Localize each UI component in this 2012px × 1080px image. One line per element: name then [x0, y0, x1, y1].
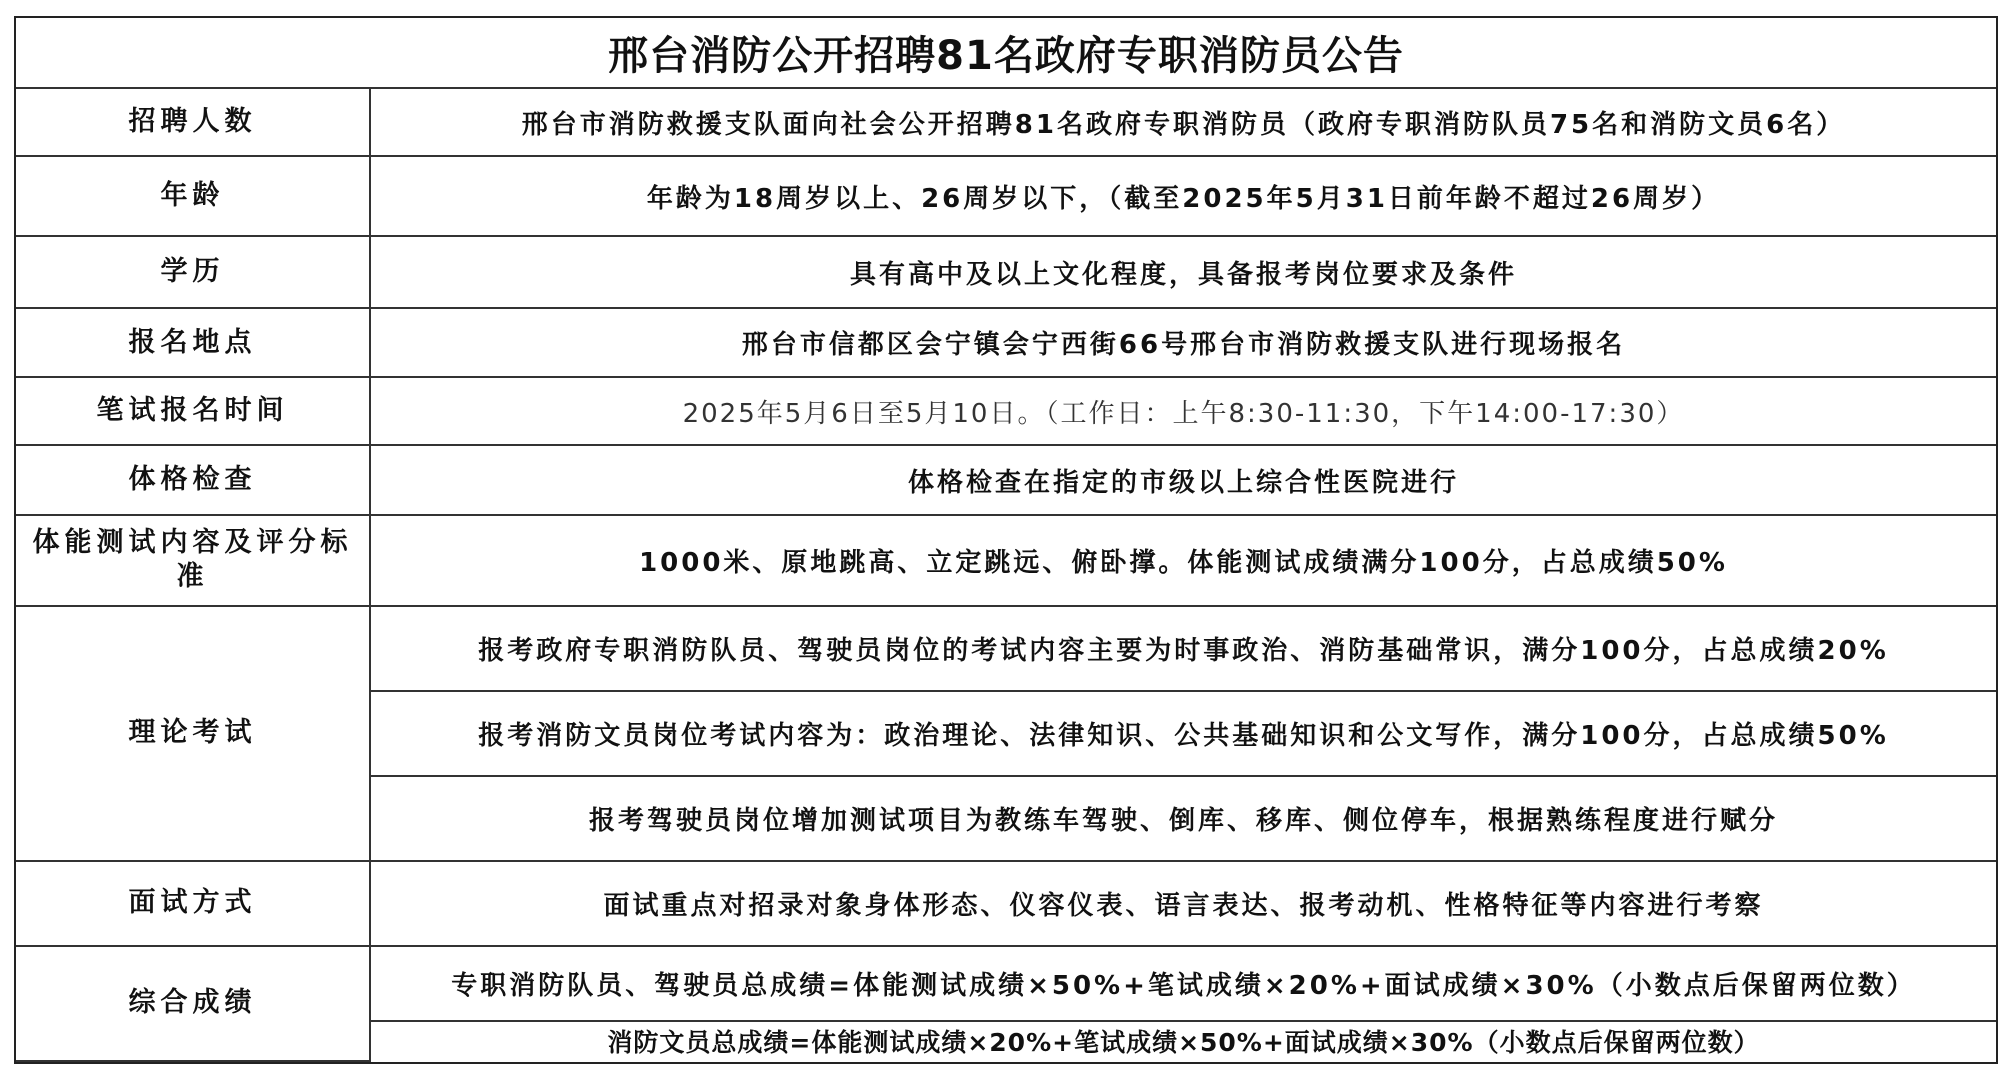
row-value-exam-time: 2025年5月6日至5月10日。（工作日：上午8:30-11:30，下午14:00-17:30） — [370, 377, 1996, 445]
table-row — [16, 946, 1996, 1021]
announcement-table — [14, 16, 1998, 1064]
row-label-interview: 面试方式 — [16, 861, 370, 946]
page-title: 邢台消防公开招聘81名政府专职消防员公告 — [16, 18, 1996, 88]
row-value-interview: 面试重点对招录对象身体形态、仪容仪表、语言表达、报考动机、性格特征等内容进行考察 — [370, 861, 1996, 946]
row-label-theory: 理论考试 — [16, 606, 370, 861]
row-value-location: 邢台市信都区会宁镇会宁西街66号邢台市消防救援支队进行现场报名 — [370, 308, 1996, 377]
row-value-total-1: 专职消防队员、驾驶员总成绩=体能测试成绩×50%+笔试成绩×20%+面试成绩×30%（小数点后保留两位数） — [370, 946, 1996, 1021]
row-value-physical-exam: 体格检查在指定的市级以上综合性医院进行 — [370, 445, 1996, 515]
table-row — [16, 606, 1996, 691]
row-label-total: 综合成绩 — [16, 946, 370, 1061]
row-value-fitness: 1000米、原地跳高、立定跳远、俯卧撑。体能测试成绩满分100分，占总成绩50% — [370, 515, 1996, 605]
table-row — [16, 445, 1996, 515]
row-label-education: 学历 — [16, 236, 370, 308]
title-row — [16, 18, 1996, 88]
table-row — [16, 156, 1996, 236]
row-label-location: 报名地点 — [16, 308, 370, 377]
row-value-theory-3: 报考驾驶员岗位增加测试项目为教练车驾驶、倒库、移库、侧位停车，根据熟练程度进行赋分 — [370, 776, 1996, 861]
row-value-education: 具有高中及以上文化程度，具备报考岗位要求及条件 — [370, 236, 1996, 308]
table-row — [16, 515, 1996, 605]
table-row — [16, 308, 1996, 377]
table-row — [16, 377, 1996, 445]
row-value-theory-1: 报考政府专职消防队员、驾驶员岗位的考试内容主要为时事政治、消防基础常识，满分100分，占总成绩20% — [370, 606, 1996, 691]
row-label-recruit: 招聘人数 — [16, 88, 370, 156]
row-value-age: 年龄为18周岁以上、26周岁以下，（截至2025年5月31日前年龄不超过26周岁） — [370, 156, 1996, 236]
row-label-exam-time: 笔试报名时间 — [16, 377, 370, 445]
table-row — [16, 236, 1996, 308]
row-value-recruit: 邢台市消防救援支队面向社会公开招聘81名政府专职消防员（政府专职消防队员75名和消防文员6名） — [370, 88, 1996, 156]
row-label-age: 年龄 — [16, 156, 370, 236]
row-label-fitness: 体能测试内容及评分标准 — [16, 515, 370, 605]
row-value-total-2: 消防文员总成绩=体能测试成绩×20%+笔试成绩×50%+面试成绩×30%（小数点后保留两位数） — [370, 1021, 1996, 1061]
row-value-theory-2: 报考消防文员岗位考试内容为：政治理论、法律知识、公共基础知识和公文写作，满分100分，占总成绩50% — [370, 691, 1996, 776]
row-label-physical-exam: 体格检查 — [16, 445, 370, 515]
table-row — [16, 88, 1996, 156]
table-row — [16, 861, 1996, 946]
